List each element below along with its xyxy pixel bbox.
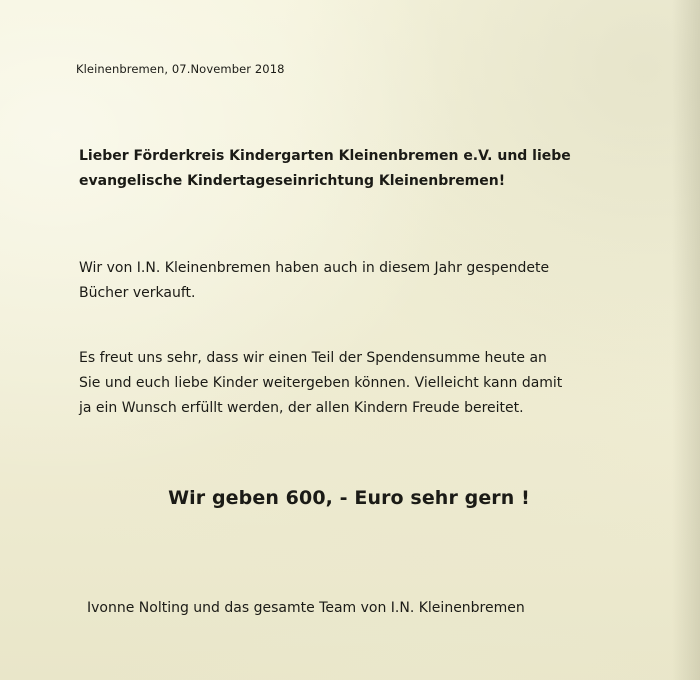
page-edge-shadow [672, 0, 700, 680]
paragraph-line: Sie und euch liebe Kinder weitergeben können. Vielleicht kann damit [79, 375, 563, 391]
letter-date: Kleinenbremen, 07.November 2018 [76, 62, 285, 76]
greeting-line: evangelische Kindertageseinrichtung Kleinenbremen! [79, 173, 506, 189]
letter-signature: Ivonne Nolting und das gesamte Team von I.N. Kleinenbremen [87, 600, 525, 616]
paragraph-line: ja ein Wunsch erfüllt werden, der allen Kindern Freude bereitet. [79, 400, 524, 416]
donation-highlight-text: Wir geben 600, - Euro sehr gern ! [168, 487, 530, 509]
donation-highlight [0, 487, 700, 509]
paragraph-line: Bücher verkauft. [79, 285, 196, 301]
paragraph-line: Wir von I.N. Kleinenbremen haben auch in diesem Jahr gespendete [79, 260, 550, 276]
greeting-line: Lieber Förderkreis Kindergarten Kleinenbremen e.V. und liebe [79, 148, 571, 164]
letter-paragraph-1 [79, 256, 549, 306]
paragraph-line: Es freut uns sehr, dass wir einen Teil der Spendensumme heute an [79, 350, 547, 366]
letter-greeting [79, 144, 571, 194]
letter-paragraph-2 [79, 346, 562, 421]
